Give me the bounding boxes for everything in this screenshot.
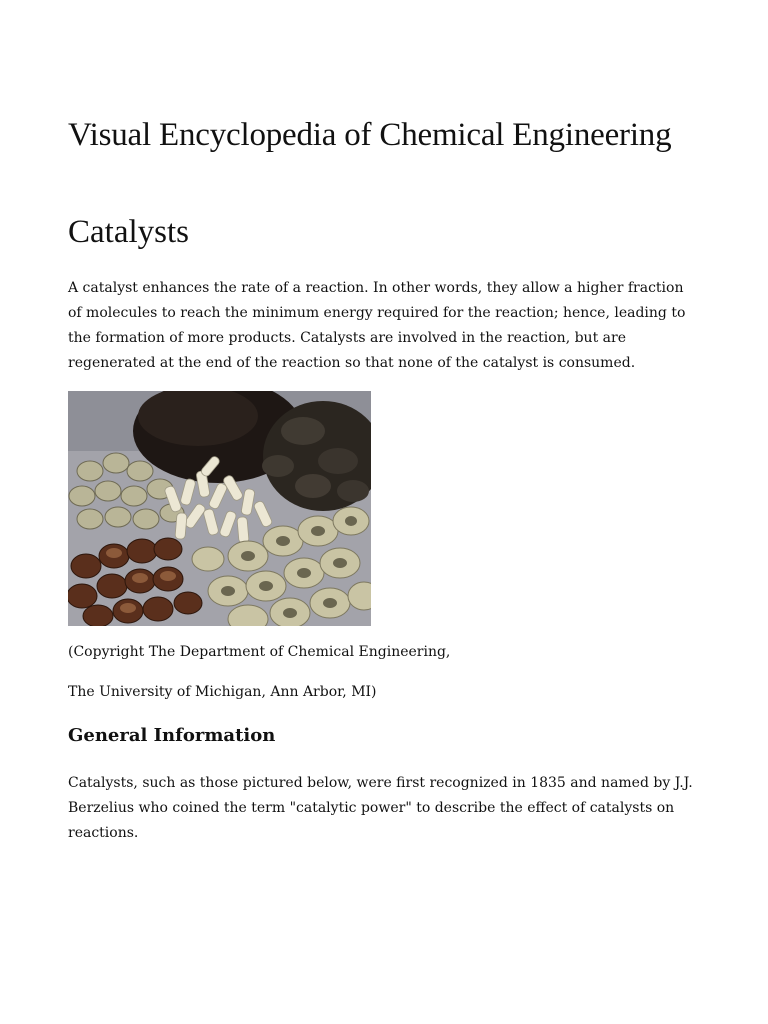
image-caption-line-2: The University of Michigan, Ann Arbor, MI) bbox=[68, 684, 377, 700]
section-heading-general-information: General Information bbox=[68, 725, 276, 746]
intro-paragraph: A catalyst enhances the rate of a reaction. In other words, they allow a higher fraction of molecules to reach the minimum energy required for the reaction; hence, leading to the formation of more products. Catalysts are involved in the reaction, but are regenerated at the end of the reaction so that none of the catalyst is consumed. bbox=[68, 280, 686, 371]
catalyst-photo bbox=[68, 391, 371, 626]
image-caption-line-1: (Copyright The Department of Chemical Engineering, bbox=[68, 644, 451, 660]
site-title: Visual Encyclopedia of Chemical Engineering bbox=[68, 117, 672, 153]
general-information-paragraph: Catalysts, such as those pictured below, were first recognized in 1835 and named by J.J. Berzelius who coined the term "catalytic power" to describe the effect of catalysts on reactions. bbox=[68, 775, 693, 841]
page-title: Catalysts bbox=[68, 214, 189, 250]
